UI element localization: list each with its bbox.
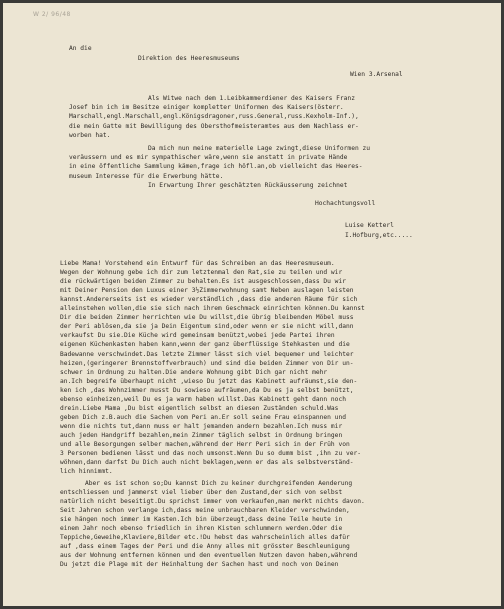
text-line: kannst.Andererseits ist es wieder verständlich ,dass die anderen Räume für sich <box>60 296 358 304</box>
signature-address: I.Hofburg,etc..... <box>345 232 413 239</box>
place-line: Wien 3.Arsenal <box>350 71 403 78</box>
text-line: und alle Besorgungen selber machen,während der Herr Peri sich in der Früh von <box>60 441 350 448</box>
text-line: heizen,(geringerer Brennstoffverbrauch) und sind die beiden Zimmer von Dir un- <box>60 359 354 367</box>
text-line: Wegen der Wohnung gebe ich dir zum letztenmal den Rat,sie zu teilen und wir <box>60 269 343 277</box>
text-line: einem Jahr noch ebenso friedlich in ihren Kisten schlummern werden.Oder die <box>60 525 343 533</box>
text-line: ebenso einheizen,weil Du es ja warm haben willst.Das Kabinett geht dann noch <box>60 395 346 403</box>
text-line: Aber es ist schon so;Du kannst Dich zu keiner durchgreifenden Aenderung <box>85 480 353 487</box>
text-line: aus der Wohnung entfernen können und den eventuellen Nutzen davon haben,während <box>60 552 358 560</box>
text-line: an.Ich begreife überhaupt nicht ,wieso Du jetzt das Kabinett aufräumst,sie den- <box>60 377 358 385</box>
text-line: auch jeden Handgriff bezahlen,mein Zimmer täglich selbst in Ordnung bringen <box>60 431 343 439</box>
text-line: schwer in Ordnung zu halten.Die andere Wohnung gibt Dich gar nicht mehr <box>60 368 328 376</box>
text-line: ken ich ,das Wohnzimmer musst Du sowieso aufräumen,da Du es ja selbst benützt, <box>60 386 354 394</box>
text-line: sie hängen noch immer im Kasten.Ich bin überzeugt,dass deine Teile heute in <box>60 516 343 524</box>
text-line: Marschall,engl.Marschall,engl.Königsdragoner,russ.General,russ.Kexholm-Inf.), <box>69 113 359 121</box>
text-line: alleinstehen wollen,die sie sich nach ihrem Geschmack einrichten können.Du kannst <box>60 305 365 313</box>
text-line: museum Interesse für die Erwerbung hätte. <box>69 172 224 180</box>
text-line: lich hinnimmt. <box>60 468 113 476</box>
text-line: Da mich nun meine materielle Lage zwingt,diese Uniformen zu <box>148 145 371 152</box>
text-line: Als Witwe nach dem 1.Leibkammerdiener des Kaisers Franz <box>148 95 355 102</box>
text-line: Teppiche,Geweihe,Klaviere,Bilder etc.!Du hebst das wahrscheinlich alles dafür <box>60 534 350 542</box>
text-line: auf ,dass einem Tages der Peri und die Anny alles mit grösster Beschleunigung <box>60 543 350 551</box>
address-line-2: Direktion des Heeresmuseums <box>138 55 240 62</box>
letter-page <box>3 3 501 606</box>
archive-pencil-mark: W 2/ 96/48 <box>33 11 71 18</box>
text-line: Seit Jahren schon verlange ich,dass meine unbrauchbaren Kleider verschwinden, <box>60 507 350 515</box>
text-line: Badewanne verschwindet.Das letzte Zimmer lässt sich viel bequemer und leichter <box>60 350 354 358</box>
text-line: verkaufst Du sie.Die Küche wird gemeinsam benützt,wobei jede Partei ihren <box>60 332 335 340</box>
closing: Hochachtungsvoll <box>315 200 376 207</box>
text-line: 3 Personen bedienen lässt und das noch umsonst.Wenn Du so dumm bist ,ihn zu ver- <box>60 450 362 458</box>
letter-paragraph-3: In Erwartung Ihrer geschätzten Rückäusserung zeichnet <box>148 182 348 189</box>
text-line: veräussern und es mir sympathischer wäre,wenn sie anstatt in private Hände <box>69 154 348 162</box>
signature-name: Luise Ketterl <box>345 222 394 229</box>
text-line: eigenen Küchenkasten haben kann,wenn der ganz überflüssige Stehkasten und die <box>60 341 350 349</box>
text-line: geben Dich z.B.auch die Sachen vom Peri an.Er soll seine Frau einspannen und <box>60 413 346 421</box>
text-line: Dir die beiden Zimmer herrichten wie Du willst,die übrig bleibenden Möbel muss <box>60 314 354 322</box>
text-line: mit Deiner Pension den Luxus einer 3½Zimmerwohnung samt Neben auslagen leisten <box>60 287 354 295</box>
text-line: worben hat. <box>69 131 111 139</box>
text-line: Du jetzt die Plage mit der Heinhaltung der Sachen hast und noch von Deinen <box>60 561 339 569</box>
text-line: die rückwärtigen beiden Zimmer zu behalten.Es ist ausgeschlossen,dass Du wir <box>60 278 346 286</box>
text-line: drein.Liebe Mama ,Du bist eigentlich selbst an diesen Zuständen schuld.Was <box>60 404 339 412</box>
text-line: der Peri ablösen,da sie ja Dein Eigentum sind,oder wenn er sie nicht will,dann <box>60 323 354 331</box>
text-line: wenn die nichts tut,dann muss er halt jemanden andern bezahlen.Ich muss mir <box>60 422 343 430</box>
address-line-1: An die <box>69 45 92 52</box>
text-line: Josef bin ich im Besitze einiger kompletter Uniformen des Kaisers(österr. <box>69 104 344 112</box>
text-line: wöhnen,dann darfst Du Dich auch nicht beklagen,wenn er das als selbstverständ- <box>60 459 354 467</box>
text-line: die mein Gatte mit Bewilligung des Obersthofmeisteramtes aus dem Nachlass er- <box>69 122 359 130</box>
text-line: entschliessen und jammerst viel lieber über den Zustand,der sich von selbst <box>60 489 343 497</box>
text-line: in eine öffentliche Sammlung kämen,frage ich höfl.an,ob vielleicht das Heeres- <box>69 163 363 171</box>
text-line: Liebe Mama! Vorstehend ein Entwurf für das Schreiben an das Heeresmuseum. <box>60 260 335 267</box>
text-line: natürlich nicht beseitigt.Du sprichst immer vom verkaufen,man merkt nichts davon. <box>60 498 365 506</box>
